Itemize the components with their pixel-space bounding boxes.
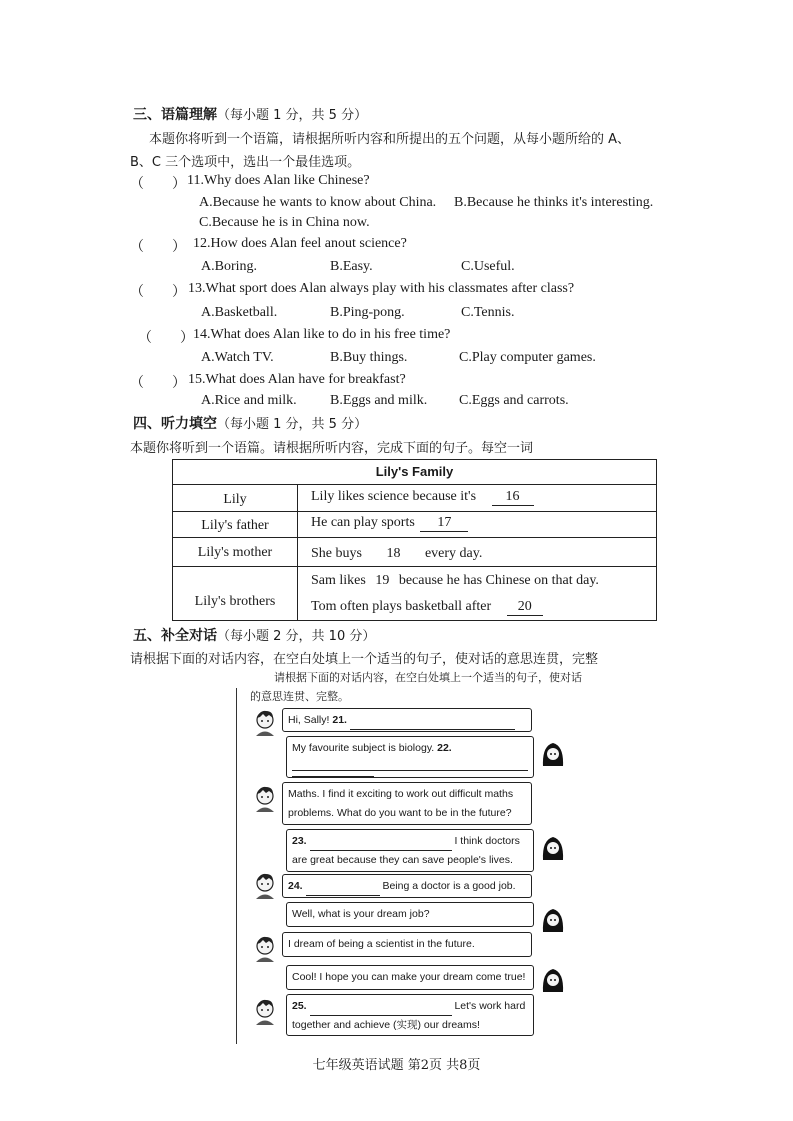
answer-blank-13[interactable]: （ ）: [130, 285, 186, 300]
row-label-father: Lily's father: [201, 518, 269, 533]
bubble-25-text: Let's work hard: [454, 1000, 526, 1012]
boy-avatar-icon: [252, 708, 278, 736]
section3-note: （每小题 1 分，共 5 分）: [217, 108, 368, 123]
boy-avatar-icon: [252, 997, 278, 1025]
row-text-17-pre: He can play sports: [311, 515, 415, 530]
q13-option-c: C.Tennis.: [461, 305, 515, 320]
q14-option-a: A.Watch TV.: [201, 350, 274, 365]
q14-option-b: B.Buy things.: [330, 350, 408, 365]
dialogue-bubble-21: [282, 708, 532, 732]
section5-note: （每小题 2 分，共 10 分）: [217, 629, 376, 644]
dialogue-bubble-dream-job: [286, 902, 534, 927]
table-title: Lily's Family: [173, 460, 656, 485]
dialogue-bubble-22: [286, 736, 534, 778]
row-text-16: [311, 489, 534, 506]
section4-heading: [133, 413, 367, 433]
boy-avatar-icon: [252, 784, 278, 812]
table-row: [173, 512, 656, 538]
fill-line-22b[interactable]: [292, 770, 528, 771]
q12-option-c: C.Useful.: [461, 259, 515, 274]
dialogue-bubble-25: [286, 994, 534, 1036]
section5-title: 五、补全对话: [133, 628, 217, 644]
row-text-19: [311, 573, 599, 589]
row-text-16-pre: Lily likes science because it's: [311, 489, 477, 504]
q15-option-a: A.Rice and milk.: [201, 393, 297, 408]
q13-option-b: B.Ping-pong.: [330, 305, 405, 320]
bubble-scientist-text: I dream of being a scientist in the future.: [288, 938, 475, 950]
dialogue-bubble-24: [282, 874, 532, 898]
q11-option-c: C.Because he is in China now.: [199, 215, 370, 230]
answer-blank-12[interactable]: （ ）: [130, 240, 186, 255]
bubble-dream-job-text: Well, what is your dream job?: [292, 908, 430, 920]
q11-option-b: B.Because he thinks it's interesting.: [454, 195, 654, 210]
panel-instruction-line2: 的意思连贯、完整。: [250, 690, 349, 703]
fill-blank-16[interactable]: 16: [492, 489, 534, 506]
answer-blank-11[interactable]: （ ）: [130, 177, 186, 192]
section5-heading: [133, 625, 375, 645]
fill-line-25[interactable]: [310, 1003, 452, 1016]
q14-option-c: C.Play computer games.: [459, 350, 596, 365]
section4-title: 四、听力填空: [133, 416, 217, 432]
question-14: 14.What does Alan like to do in his free time?: [193, 327, 451, 342]
lilys-family-table: [172, 459, 657, 621]
boy-avatar-icon: [252, 871, 278, 899]
dialogue-panel: [236, 666, 582, 1044]
boy-avatar-icon: [252, 934, 278, 962]
bubble-21-number: 21.: [332, 714, 347, 726]
row-label-brothers: Lily's brothers: [194, 594, 276, 609]
bubble-23-text: I think doctors: [454, 835, 520, 847]
answer-blank-15[interactable]: （ ）: [130, 376, 186, 391]
table-row: [173, 538, 656, 567]
bubble-maths-line2: problems. What do you want to be in the future?: [288, 807, 512, 819]
page-footer: 七年级英语试题 第2页 共8页: [312, 1058, 481, 1073]
q12-option-b: B.Easy.: [330, 259, 373, 274]
fill-blank-18[interactable]: 18: [386, 546, 401, 561]
section5-instruction: 请根据下面的对话内容，在空白处填上一个适当的句子，使对话的意思连贯，完整: [130, 652, 599, 667]
bubble-22-number: 22.: [437, 742, 452, 754]
section3-instruction-line2: B、C 三个选项中，选出一个最佳选项。: [130, 155, 361, 170]
row-text-17: [311, 515, 468, 532]
dialogue-bubble-maths: [282, 782, 532, 825]
q11-option-a: A.Because he wants to know about China.: [199, 195, 437, 210]
bubble-22-text: My favourite subject is biology.: [292, 742, 435, 754]
section3-title: 三、语篇理解: [133, 107, 217, 123]
bubble-cool-text: Cool! I hope you can make your dream come true!: [292, 971, 526, 983]
table-row: [173, 567, 656, 620]
section4-note: （每小题 1 分，共 5 分）: [217, 417, 368, 432]
row-text-20-pre: Tom often plays basketball after: [311, 599, 492, 614]
q12-option-a: A.Boring.: [201, 259, 257, 274]
row-label-lily: Lily: [223, 492, 247, 507]
dialogue-bubble-cool: [286, 965, 534, 990]
row-text-18-post: every day.: [424, 546, 483, 561]
question-15: 15.What does Alan have for breakfast?: [188, 372, 406, 387]
panel-instruction-line1: 请根据下面的对话内容，在空白处填上一个适当的句子，使对话: [274, 671, 582, 684]
bubble-25-line2: together and achieve (实现) our dreams!: [292, 1019, 480, 1031]
girl-avatar-icon: [540, 966, 566, 994]
q13-option-a: A.Basketball.: [201, 305, 278, 320]
dialogue-bubble-23: [286, 829, 534, 872]
bubble-maths-line1: Maths. I find it exciting to work out difficult maths: [288, 788, 514, 800]
dialogue-bubble-scientist: [282, 932, 532, 957]
row-text-18: [311, 546, 482, 562]
q15-option-b: B.Eggs and milk.: [330, 393, 428, 408]
question-12: 12.How does Alan feel anout science?: [193, 236, 407, 251]
fill-blank-17[interactable]: 17: [420, 515, 468, 532]
question-11: 11.Why does Alan like Chinese?: [187, 173, 370, 188]
bubble-25-number: 25.: [292, 1000, 307, 1012]
fill-line-21[interactable]: [350, 717, 515, 730]
fill-line-23[interactable]: [310, 838, 452, 851]
section3-instruction-line1: 本题你将听到一个语篇，请根据所听内容和所提出的五个问题，从每小题所给的 A、: [149, 132, 631, 147]
row-text-19-pre: Sam likes: [311, 573, 366, 588]
answer-blank-14[interactable]: （ ）: [138, 331, 194, 346]
girl-avatar-icon: [540, 834, 566, 862]
question-13: 13.What sport does Alan always play with his classmates after class?: [188, 281, 575, 296]
row-text-19-post: because he has Chinese on that day.: [398, 573, 599, 588]
girl-avatar-icon: [540, 906, 566, 934]
girl-avatar-icon: [540, 740, 566, 768]
bubble-24-text: Being a doctor is a good job.: [382, 880, 516, 892]
bubble-24-number: 24.: [288, 880, 303, 892]
row-label-mother: Lily's mother: [197, 545, 273, 560]
bubble-21-text: Hi, Sally!: [288, 714, 330, 726]
section3-heading: [133, 104, 367, 124]
table-row: [173, 484, 656, 512]
row-text-20: [311, 599, 543, 616]
fill-line-24[interactable]: [306, 883, 380, 896]
row-text-18-pre: She buys: [311, 546, 362, 561]
panel-left-border: [236, 688, 237, 1044]
q15-option-c: C.Eggs and carrots.: [459, 393, 569, 408]
fill-blank-20[interactable]: 20: [507, 599, 543, 616]
section4-instruction: 本题你将听到一个语篇。请根据所听内容，完成下面的句子。每空一词: [130, 441, 534, 456]
fill-blank-19[interactable]: 19: [375, 573, 390, 588]
bubble-23-line2: are great because they can save people's lives.: [292, 854, 513, 866]
bubble-23-number: 23.: [292, 835, 307, 847]
